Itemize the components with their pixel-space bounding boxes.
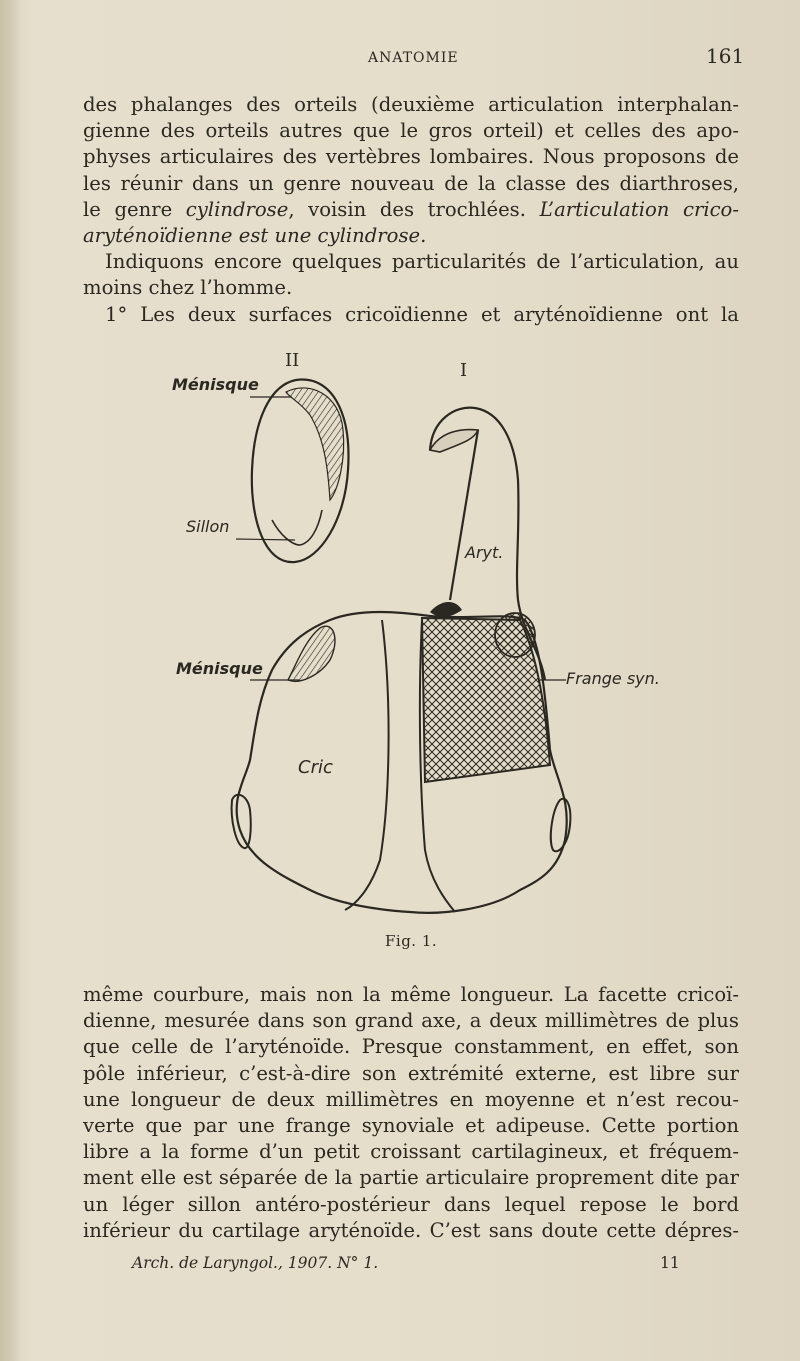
footer-signature: 11 — [660, 1254, 680, 1272]
paragraph-1 — [83, 92, 739, 249]
paragraph-3 — [83, 302, 739, 328]
cricoid-cartilage — [232, 602, 571, 913]
text-line: moins chez l’homme. — [83, 276, 293, 300]
label-menisque-bottom: Ménisque — [176, 659, 263, 678]
text-line: inférieur du cartilage aryténoïde. C’est sans doute cette dépres- — [83, 1218, 739, 1242]
italic-term: L’articulation crico- — [539, 197, 739, 221]
figure-1-drawing — [0, 330, 800, 930]
label-sillon: Sillon — [186, 517, 230, 536]
text-line: une longueur de deux millimètres en moyenne et n’est recou- — [83, 1087, 739, 1111]
text-line: que celle de l’aryténoïde. Presque constamment, en effet, son — [83, 1035, 739, 1059]
text-line: des phalanges des orteils (deuxième articulation interphalan- — [83, 93, 739, 116]
roman-numeral-2: II — [285, 350, 300, 371]
label-aryt: Aryt. — [465, 543, 504, 562]
text-line: Indiquons encore quelques particularités de l’articulation, au — [105, 250, 739, 274]
label-frange: Frange syn. — [566, 669, 660, 688]
text-line: même courbure, mais non la même longueur. La facette cricoï- — [83, 983, 739, 1006]
text-line: 1° Les deux surfaces cricoïdienne et aryténoïdienne ont la — [105, 302, 739, 326]
paragraph-4 — [83, 982, 739, 1244]
text-line: un léger sillon antéro-postérieur dans lequel repose le bord — [83, 1192, 739, 1216]
italic-term: cylindrose — [185, 197, 289, 221]
figure-caption: Fig. 1. — [385, 932, 438, 950]
bottom-text — [83, 982, 739, 1244]
text-line: gienne des orteils autres que le gros orteil) et celles des apo- — [83, 119, 739, 143]
label-cric: Cric — [298, 757, 333, 778]
text-line: physes articulaires des vertèbres lombaires. Nous proposons de — [83, 145, 739, 169]
text-line: les réunir dans un genre nouveau de la classe des diarthroses, — [83, 171, 739, 195]
text-line: pôle inférieur, c’est-à-dire son extrémité externe, est libre sur — [83, 1061, 739, 1085]
text-line: verte que par une frange synoviale et adipeuse. Cette portion — [83, 1114, 739, 1138]
page-number: 161 — [706, 44, 745, 68]
facet-oval — [252, 380, 349, 563]
label-menisque-top: Ménisque — [172, 375, 259, 394]
text-run: , voisin des trochlées. — [288, 197, 540, 221]
roman-numeral-1: I — [460, 360, 468, 381]
text-line: dienne, mesurée dans son grand axe, a deux millimètres de plus — [83, 1009, 739, 1033]
text-line — [83, 197, 739, 223]
text-line: ment elle est séparée de la partie articulaire proprement dite par — [83, 1166, 739, 1190]
top-text — [83, 92, 739, 328]
paragraph-2 — [83, 249, 739, 301]
italic-line: aryténoïdienne est une cylindrose. — [83, 224, 427, 248]
footer-journal: Arch. de Laryngol., 1907. N° 1. — [132, 1254, 379, 1272]
running-header: ANATOMIE — [368, 50, 459, 66]
text-line: libre a la forme d’un petit croissant cartilagineux, et fréquem- — [83, 1140, 739, 1164]
text-run: le genre — [83, 197, 186, 221]
